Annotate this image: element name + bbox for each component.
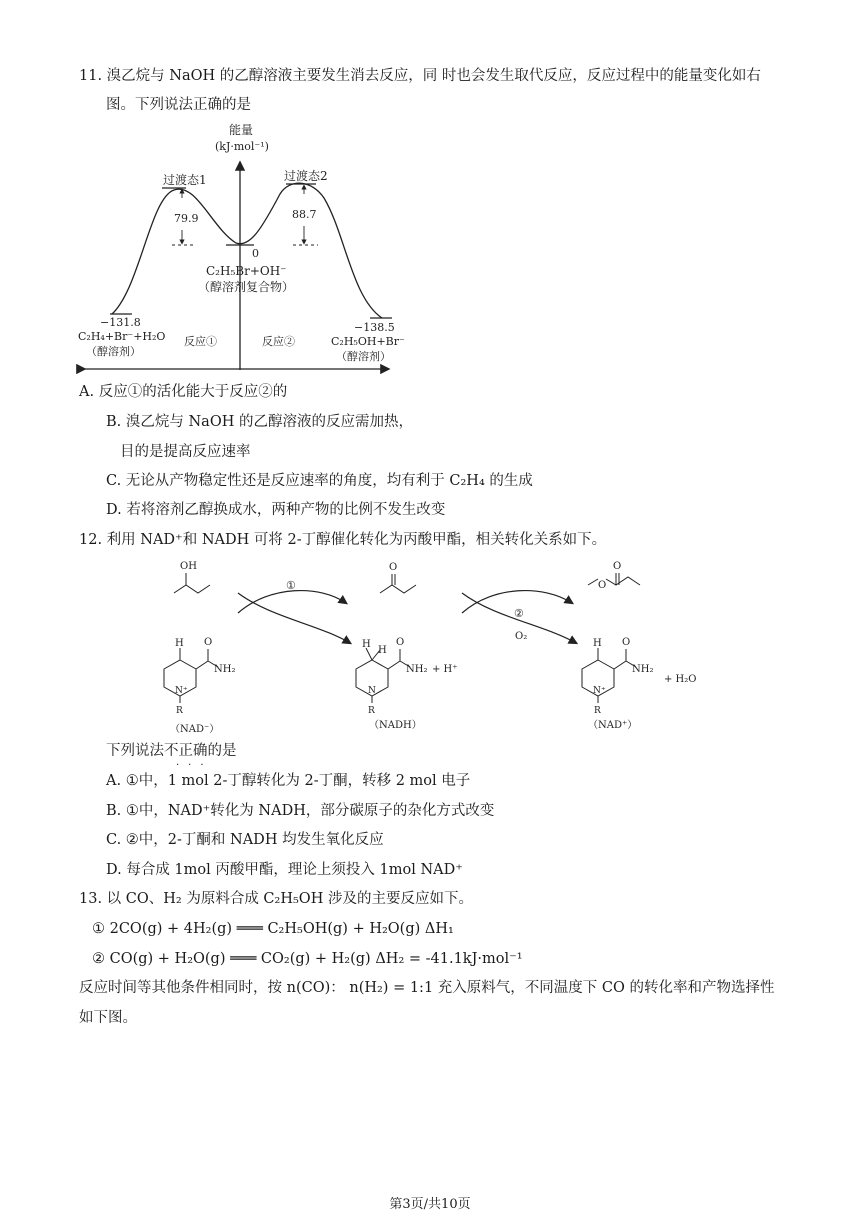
q11-stem-line2: 图。下列说法正确的是 — [106, 97, 251, 113]
complex-label-2: （醇溶剂复合物） — [198, 280, 295, 294]
svg-text:H: H — [362, 639, 371, 650]
svg-text:O: O — [613, 561, 622, 572]
left-value: −131.8 — [100, 316, 141, 329]
q11-option-d: D. 若将溶剂乙醇换成水，两种产物的比例不发生改变 — [106, 502, 446, 518]
svg-text:O: O — [389, 562, 398, 573]
step1-label: ① — [286, 579, 296, 592]
ts1-label: 过渡态1 — [163, 173, 207, 187]
svg-text:N: N — [368, 686, 376, 696]
ts2-label: 过渡态2 — [284, 169, 328, 183]
q13-line4: 如下图。 — [79, 1010, 137, 1026]
svg-text:NH₂: NH₂ — [406, 664, 428, 675]
reaction2-label: 反应② — [262, 335, 295, 348]
q12-option-a: A. ①中，1 mol 2-丁醇转化为 2-丁酮，转移 2 mol 电子 — [106, 773, 471, 789]
svg-text:NH₂: NH₂ — [632, 664, 654, 675]
nad-minus-label: （NAD⁻） — [170, 724, 220, 735]
nad-plus-label: （NAD⁺） — [588, 720, 638, 731]
ts1-value: 79.9 — [174, 212, 199, 225]
svg-text:R: R — [594, 706, 601, 716]
svg-text:H: H — [593, 638, 602, 649]
oh-label: OH — [180, 561, 197, 572]
energy-curve — [112, 183, 382, 318]
ester-structure — [588, 573, 640, 585]
svg-text:O: O — [396, 637, 405, 648]
left-product: C₂H₄+Br⁻+H₂O — [78, 330, 166, 343]
q12-question: 下列说法不正确的是 — [106, 743, 237, 759]
energy-diagram — [0, 118, 860, 378]
svg-text:N⁺: N⁺ — [175, 686, 188, 696]
y-axis-label-2: (kJ·mol⁻¹) — [215, 140, 269, 153]
svg-text:N⁺: N⁺ — [593, 686, 606, 696]
q12-option-d: D. 每合成 1mol 丙酸甲酯，理论上须投入 1mol NAD⁺ — [106, 862, 463, 878]
svg-text:H: H — [175, 638, 184, 649]
svg-text:H: H — [378, 645, 387, 656]
nadh-label: （NADH） — [369, 720, 422, 731]
step2-label: ② — [514, 607, 524, 620]
svg-text:O: O — [598, 580, 607, 591]
complex-label-1: C₂H₅Br+OH⁻ — [206, 264, 287, 278]
reaction1-label: 反应① — [184, 335, 217, 348]
q12-option-b: B. ①中，NAD⁺转化为 NADH，部分碳原子的杂化方式改变 — [106, 803, 495, 819]
q13-stem: 13. 以 CO、H₂ 为原料合成 C₂H₅OH 涉及的主要反应如下。 — [79, 891, 473, 907]
butanone-structure — [380, 574, 416, 593]
zero-label: 0 — [252, 247, 259, 260]
plus-h2o-label: + H₂O — [664, 674, 697, 685]
right-solvent: （醇溶剂） — [336, 350, 391, 363]
left-solvent: （醇溶剂） — [86, 345, 141, 358]
ts2-value: 88.7 — [292, 208, 317, 221]
svg-text:O: O — [622, 637, 631, 648]
svg-text:O: O — [204, 637, 213, 648]
svg-text:R: R — [368, 706, 375, 716]
q13-line3: 反应时间等其他条件相同时，按 n(CO)： n(H₂) = 1:1 充入原料气，不同温度下 CO 的转化率和产物选择性 — [79, 980, 775, 996]
q11-option-c: C. 无论从产物稳定性还是反应速率的角度，均有利于 C₂H₄ 的生成 — [106, 473, 533, 489]
q11-stem-line1: 11. 溴乙烷与 NaOH 的乙醇溶液主要发生消去反应，同 时也会发生取代反应，反应过程中的能量变化如右 — [79, 68, 761, 84]
nadh-structure — [356, 648, 410, 703]
plus-h-label: + H⁺ — [432, 664, 458, 675]
q13-reaction-1: ① 2CO(g) + 4H₂(g) ═══ C₂H₅OH(g) + H₂O(g) ΔH₁ — [92, 921, 454, 937]
y-axis-label-1: 能量 — [229, 123, 254, 137]
right-value: −138.5 — [354, 321, 395, 334]
q11-option-b2: 目的是提高反应速率 — [120, 444, 251, 460]
q13-reaction-2: ② CO(g) + H₂O(g) ═══ CO₂(g) + H₂(g) ΔH₂ = -41.1kJ·mol⁻¹ — [92, 951, 523, 967]
o2-label: O₂ — [515, 631, 528, 642]
reaction-scheme — [0, 555, 860, 740]
q12-option-c: C. ②中，2-丁酮和 NADH 均发生氧化反应 — [106, 832, 384, 848]
svg-text:R: R — [176, 706, 183, 716]
svg-text:NH₂: NH₂ — [214, 664, 236, 675]
q11-option-a: A. 反应①的活化能大于反应②的 — [79, 384, 288, 400]
q12-stem: 12. 利用 NAD⁺和 NADH 可将 2-丁醇催化转化为丙酸甲酯，相关转化关系如下。 — [79, 532, 607, 548]
q11-option-b1: B. 溴乙烷与 NaOH 的乙醇溶液的反应需加热， — [106, 414, 413, 430]
page-footer: 第3页/共10页 — [389, 1197, 471, 1212]
butanol-structure — [174, 573, 210, 593]
nad-plus-structure — [582, 648, 636, 703]
emphasis-dots: ··· — [176, 760, 213, 771]
nad-minus-structure — [164, 648, 218, 703]
right-product: C₂H₅OH+Br⁻ — [331, 335, 405, 348]
